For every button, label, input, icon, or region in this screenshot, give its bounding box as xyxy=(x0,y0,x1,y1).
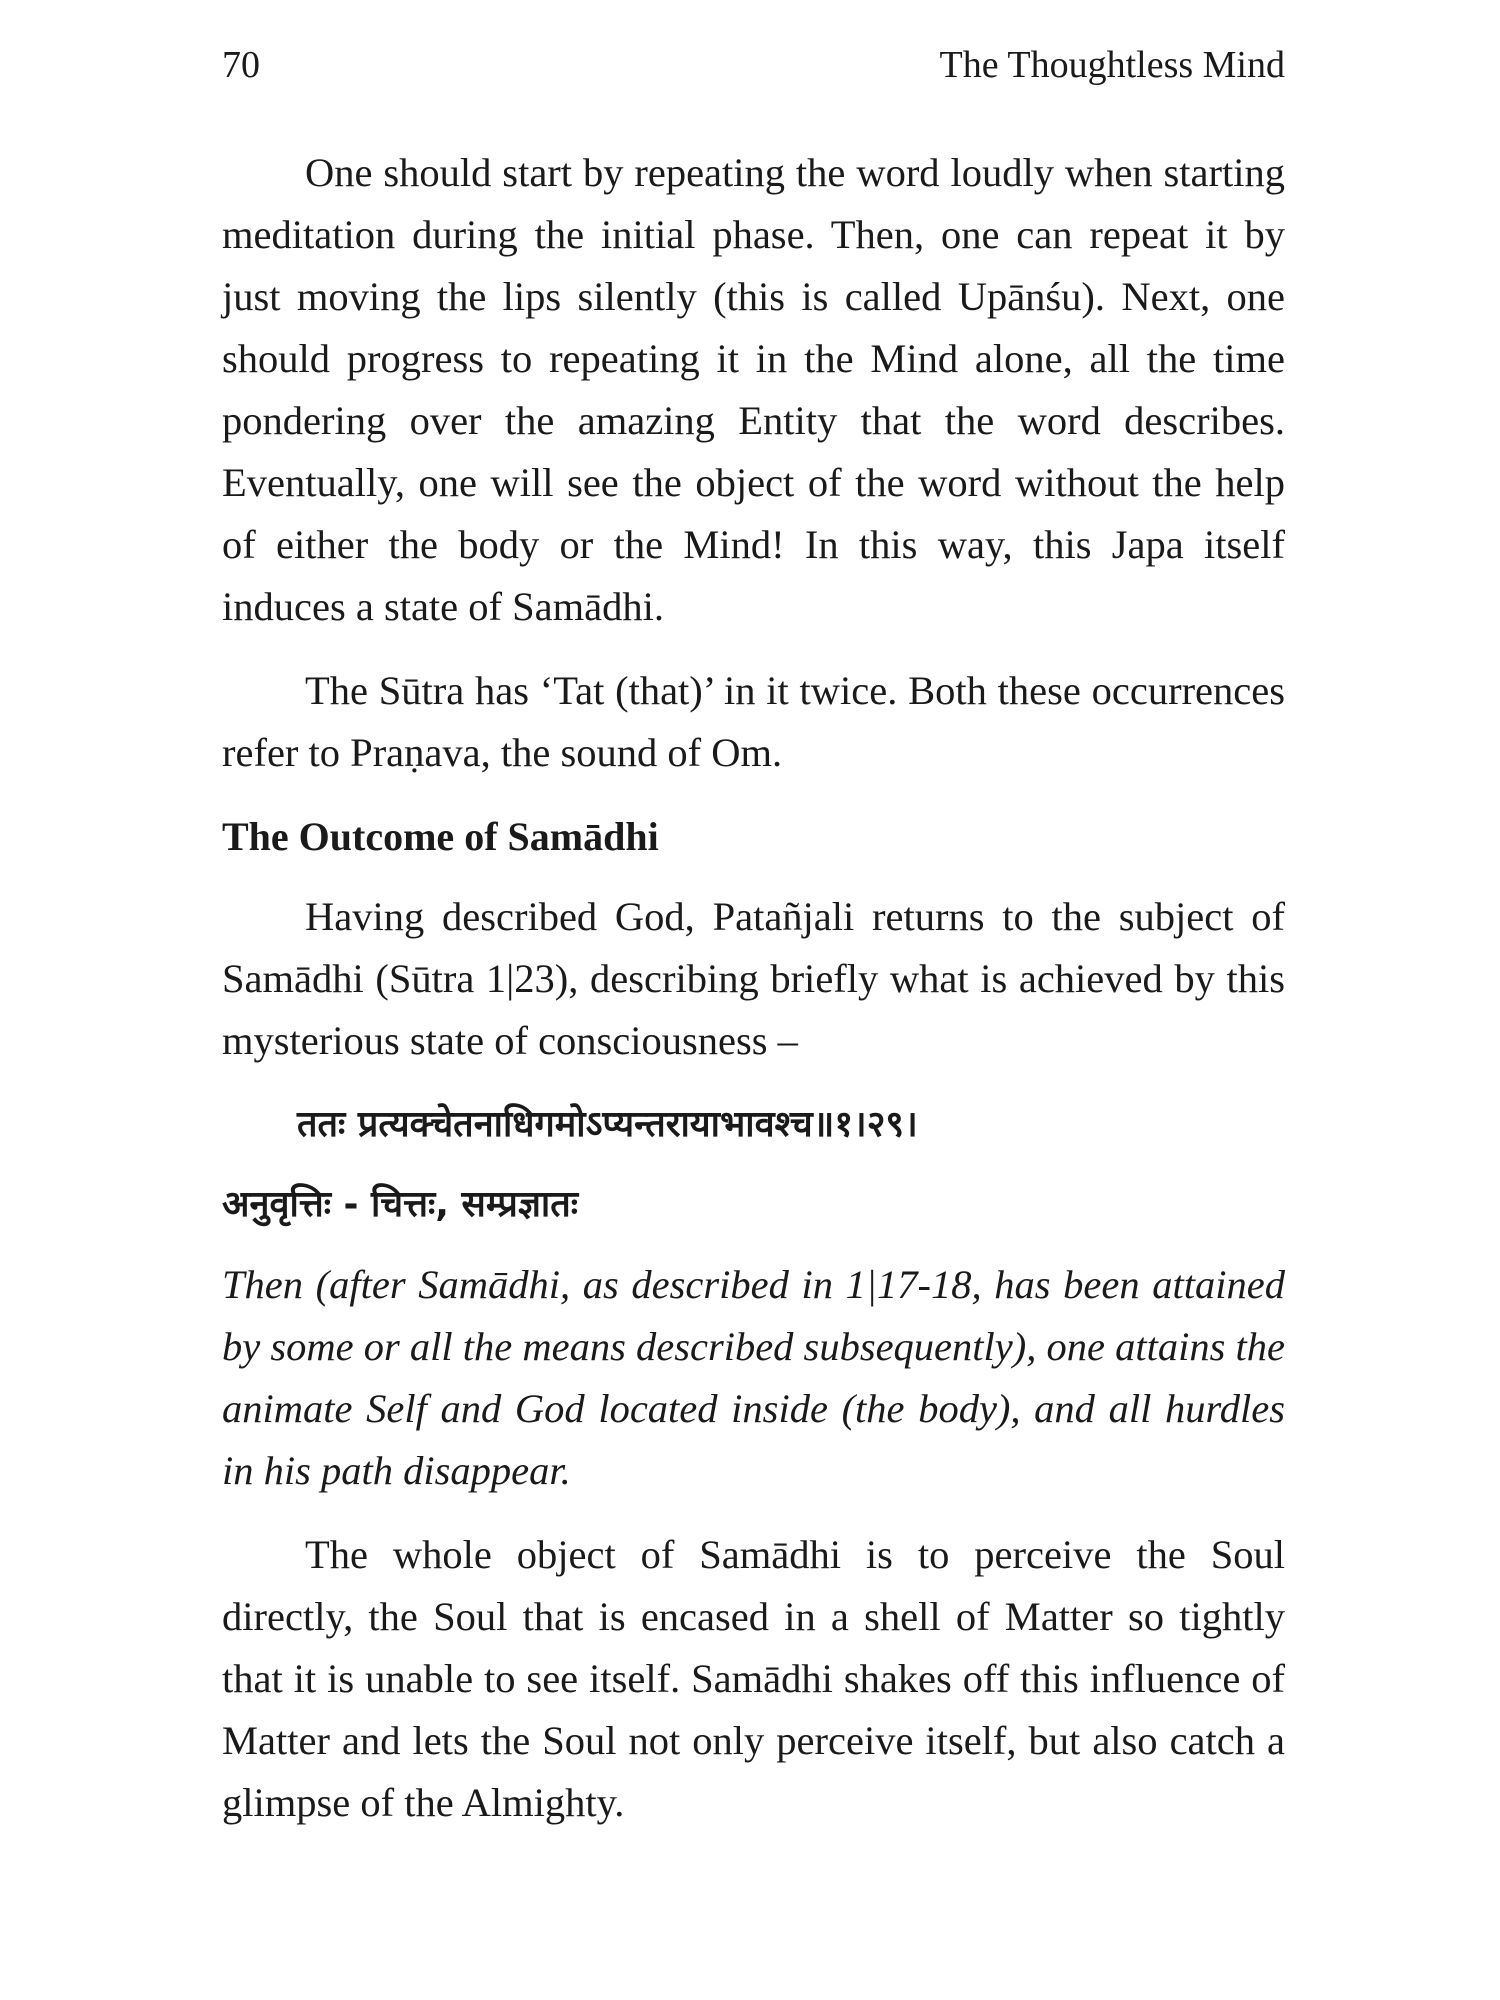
paragraph-intro-sutra: Having described God, Patañjali returns to the subject of Samādhi (Sūtra 1|23), describing briefly what is achieved by this mysterious state of consciousness – xyxy=(222,894,1285,1063)
page-body xyxy=(222,142,1285,1834)
sutra-translation: Then (after Samādhi, as described in 1|17-18, has been attained by some or all the means described subsequently), one attains the animate Self and God located inside (the body), and all hurdles in his path disappear. xyxy=(222,1262,1285,1493)
paragraph-tat: The Sūtra has ‘Tat (that)’ in it twice. Both these occurrences refer to Praṇava, the sound of Om. xyxy=(222,668,1285,775)
page-header xyxy=(222,40,1285,90)
page-number: 70 xyxy=(222,44,260,86)
running-title: The Thoughtless Mind xyxy=(939,44,1285,86)
sanskrit-anuvritti: अनुवृत्तिः - चित्तः, सम्प्रज्ञातः xyxy=(222,1184,579,1225)
paragraph-japa: One should start by repeating the word loudly when starting meditation during the initial phase. Then, one can repeat it by just moving the lips silently (this is called Upānśu). Next, one should progress to repeating it in the Mind alone, all the time pondering over the amazing Entity that the word describes. Eventually, one will see the object of the word without the help of either the body or the Mind! In this way, this Japa itself induces a state of Samādhi. xyxy=(222,150,1285,629)
section-heading: The Outcome of Samādhi xyxy=(222,814,659,859)
paragraph-soul: The whole object of Samādhi is to perceive the Soul directly, the Soul that is encased in a shell of Matter so tightly that it is unable to see itself. Samādhi shakes off this influence of Matter and lets the Soul not only perceive itself, but also catch a glimpse of the Almighty. xyxy=(222,1532,1285,1825)
sanskrit-sutra: ततः प्रत्यक्चेतनाधिगमोऽप्यन्तरायाभावश्च॥१।२९। xyxy=(297,1104,918,1145)
